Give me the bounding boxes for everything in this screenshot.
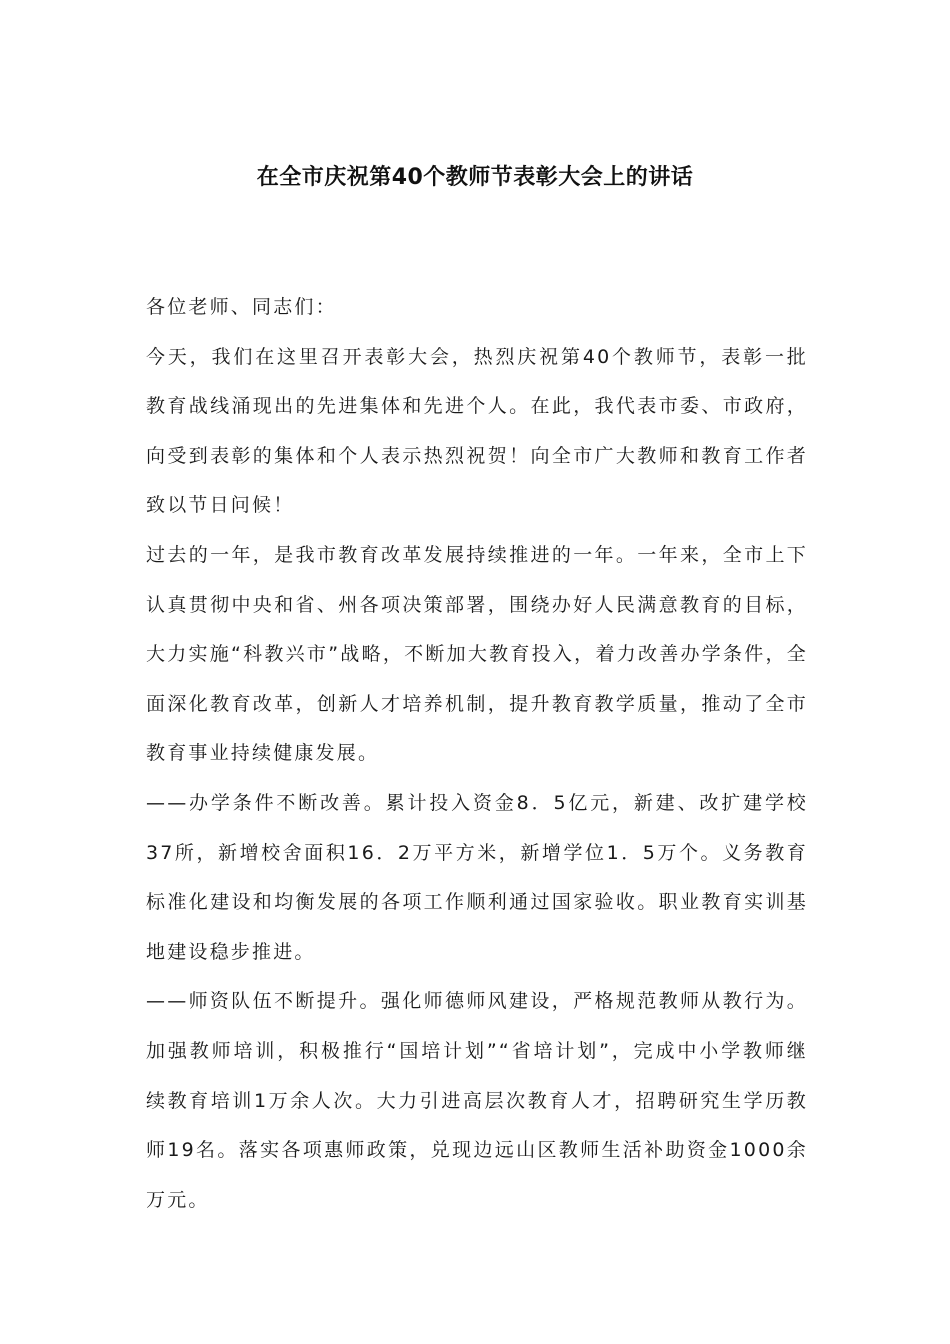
document-body xyxy=(146,283,808,1225)
salutation: 各位老师、同志们： xyxy=(146,296,337,318)
paragraph-teaching-staff: ——师资队伍不断提升。强化师德师风建设，严格规范教师从教行为。加强教师培训，积极推行“国培计划”“省培计划”，完成中小学教师继续教育培训1万余人次。大力引进高层次教育人才，招聘研究生学历教师19名。落实各项惠师政策，兑现边远山区教师生活补助资金1000余万元。 xyxy=(146,990,808,1211)
paragraph-opening: 今天，我们在这里召开表彰大会，热烈庆祝第40个教师节，表彰一批教育战线涌现出的先进集体和先进个人。在此，我代表市委、市政府，向受到表彰的集体和个人表示热烈祝贺！向全市广大教师和教育工作者致以节日问候！ xyxy=(146,345,808,517)
paragraph-school-conditions: ——办学条件不断改善。累计投入资金8．5亿元，新建、改扩建学校37所，新增校舍面积16．2万平方米，新增学位1．5万个。义务教育标准化建设和均衡发展的各项工作顺利通过国家验收。职业教育实训基地建设稳步推进。 xyxy=(146,791,808,963)
paragraph-review: 过去的一年，是我市教育改革发展持续推进的一年。一年来，全市上下认真贯彻中央和省、州各项决策部署，围绕办好人民满意教育的目标，大力实施“科教兴市”战略，不断加大教育投入，着力改善办学条件，全面深化教育改革，创新人才培养机制，提升教育教学质量，推动了全市教育事业持续健康发展。 xyxy=(146,543,808,765)
document-title: 在全市庆祝第40个教师节表彰大会上的讲话 xyxy=(256,165,694,190)
